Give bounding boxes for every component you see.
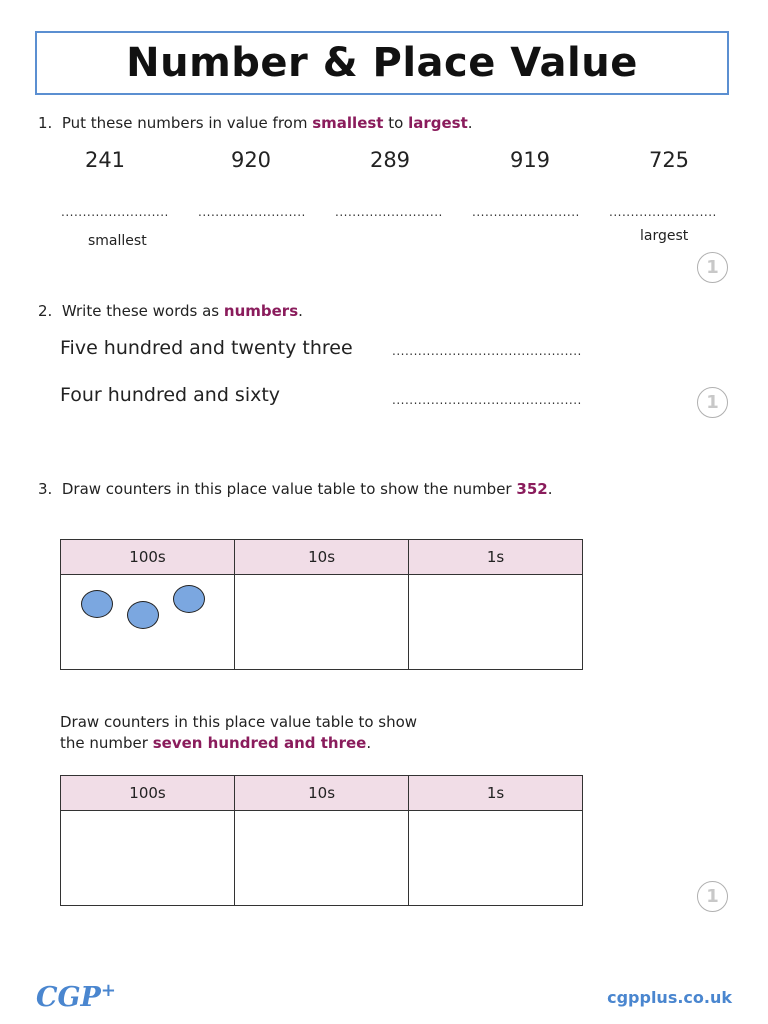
marks-circle: 1 xyxy=(697,387,728,418)
smallest-label: smallest xyxy=(88,233,147,249)
column-header-tens: 10s xyxy=(235,776,409,811)
number-item: 920 xyxy=(230,148,272,172)
question-number: 3. xyxy=(38,480,53,498)
tens-cell[interactable] xyxy=(235,811,409,906)
highlight-number: 352 xyxy=(516,480,548,498)
ones-cell[interactable] xyxy=(409,575,583,670)
question-number: 2. xyxy=(38,302,53,320)
counter xyxy=(127,601,159,629)
place-value-table-2 xyxy=(60,775,583,906)
answer-line[interactable]: ............................................ xyxy=(392,393,582,407)
question-text: . xyxy=(467,114,473,132)
ones-cell[interactable] xyxy=(409,811,583,906)
answer-line[interactable]: ......................... xyxy=(198,205,306,219)
number-item: 919 xyxy=(509,148,551,172)
highlight-word: numbers xyxy=(223,302,299,320)
counter xyxy=(81,590,113,618)
highlight-word: largest xyxy=(408,114,468,132)
hundreds-cell[interactable] xyxy=(61,575,235,670)
logo-plus: + xyxy=(100,980,116,1001)
words-item: Five hundred and twenty three xyxy=(60,337,353,359)
question-text: . xyxy=(298,302,303,320)
question-3-prompt xyxy=(38,480,552,498)
marks-circle: 1 xyxy=(697,881,728,912)
answer-line[interactable]: ......................... xyxy=(335,205,443,219)
question-text: the number xyxy=(60,734,148,752)
highlight-words: seven hundred and three xyxy=(152,734,367,752)
number-item: 289 xyxy=(369,148,411,172)
question-text: . xyxy=(366,734,372,752)
largest-label: largest xyxy=(640,228,689,244)
highlight-word: smallest xyxy=(312,114,384,132)
title-box xyxy=(35,31,729,95)
question-number: 1. xyxy=(38,114,53,132)
column-header-hundreds: 100s xyxy=(61,540,235,575)
column-header-ones: 1s xyxy=(409,776,583,811)
column-header-hundreds: 100s xyxy=(61,776,235,811)
hundreds-cell[interactable] xyxy=(61,811,235,906)
question-text-line-2 xyxy=(60,733,417,754)
question-text: to xyxy=(388,114,404,132)
question-text: Write these words as xyxy=(61,302,220,320)
question-text: Draw counters in this place value table to show the number xyxy=(61,480,512,498)
column-header-ones: 1s xyxy=(409,540,583,575)
question-3b-prompt xyxy=(60,712,417,754)
page-title: Number & Place Value xyxy=(126,40,638,86)
question-text: Draw counters in this place value table to show xyxy=(60,713,418,731)
counter xyxy=(173,585,205,613)
question-2-prompt xyxy=(38,302,303,320)
question-text: . xyxy=(547,480,553,498)
number-item: 241 xyxy=(84,148,126,172)
marks-circle: 1 xyxy=(697,252,728,283)
tens-cell[interactable] xyxy=(235,575,409,670)
answer-line[interactable]: ............................................ xyxy=(392,344,582,358)
cgp-logo xyxy=(36,980,116,1013)
column-header-tens: 10s xyxy=(235,540,409,575)
place-value-table-1 xyxy=(60,539,583,670)
answer-line[interactable]: ......................... xyxy=(609,205,717,219)
answer-line[interactable]: ......................... xyxy=(61,205,169,219)
words-item: Four hundred and sixty xyxy=(60,384,281,406)
logo-text: CGP xyxy=(36,982,101,1013)
site-link[interactable]: cgpplus.co.uk xyxy=(607,988,732,1007)
question-1-prompt xyxy=(38,114,473,132)
question-text: Put these numbers in value from xyxy=(61,114,308,132)
answer-line[interactable]: ......................... xyxy=(472,205,580,219)
number-item: 725 xyxy=(648,148,690,172)
